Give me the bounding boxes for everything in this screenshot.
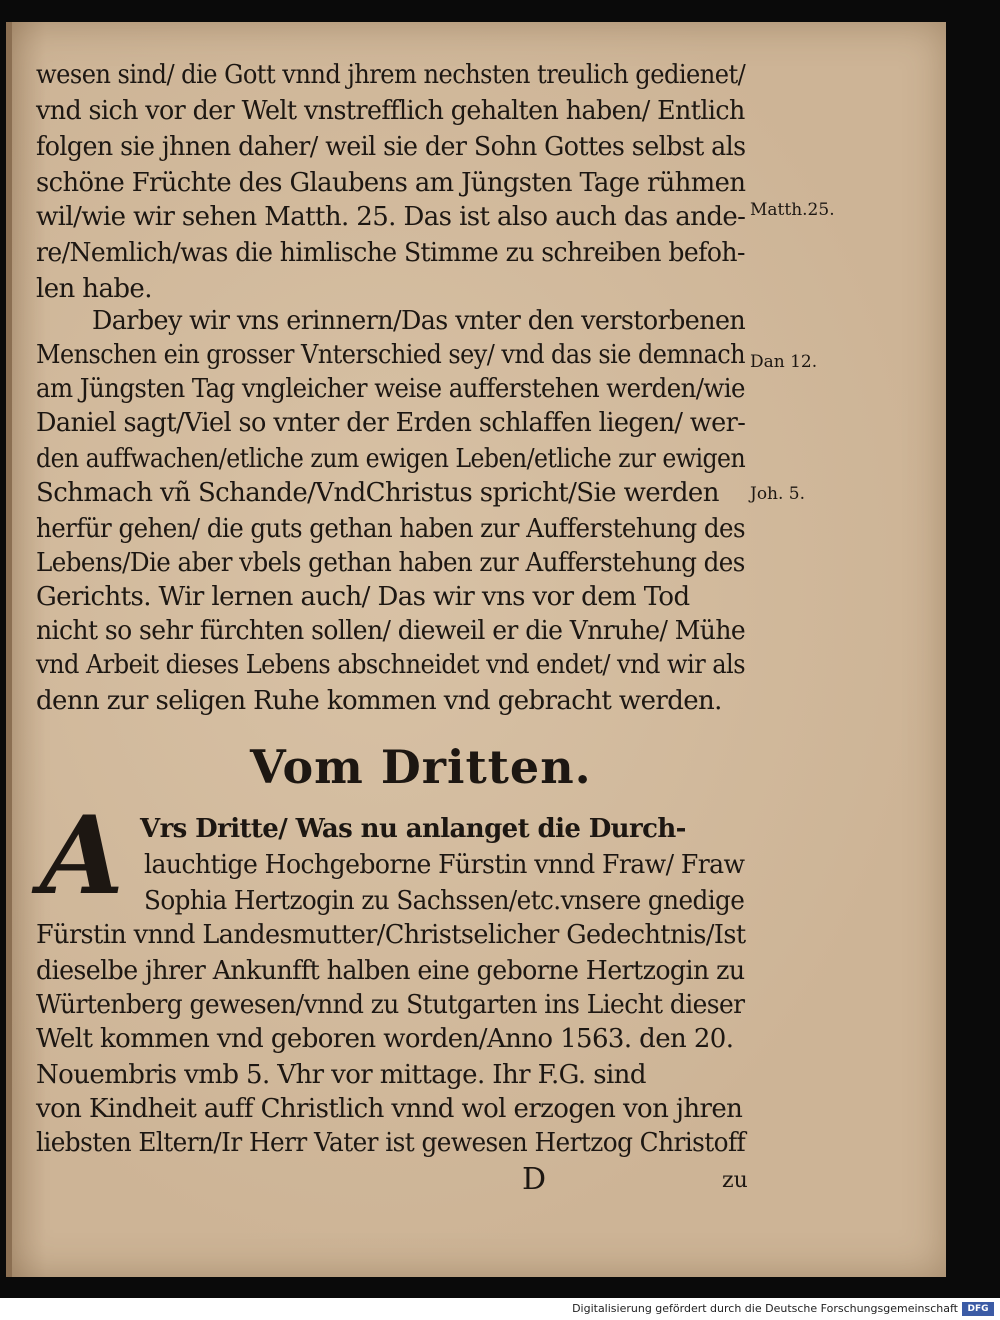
text-line: am Jüngsten Tag vngleicher weise aufferstehen werden/wie: [36, 374, 745, 404]
decorated-initial: A: [40, 793, 124, 919]
text-line: re/Nemlich/was die himlische Stimme zu schreiben befoh-: [36, 238, 745, 268]
text-line: Daniel sagt/Viel so vnter der Erden schlaffen liegen/ wer-: [36, 408, 746, 438]
text-line: von Kindheit auff Christlich vnnd wol erzogen von jhren: [36, 1094, 743, 1124]
text-line: vnd sich vor der Welt vnstrefflich gehalten haben/ Entlich: [36, 96, 745, 126]
dfg-logo-icon: DFG: [962, 1302, 994, 1316]
text-line: wil/wie wir sehen Matth. 25. Das ist also auch das ande-: [36, 202, 746, 232]
margin-note-john: Joh. 5.: [750, 484, 806, 504]
text-line: wesen sind/ die Gott vnnd jhrem nechsten treulich gedienet/: [36, 60, 746, 90]
text-line-opening: Vrs Dritte/ Was nu anlanget die Durch-: [140, 814, 686, 844]
text-line-indented: Darbey wir vns erinnern/Das vnter den verstorbenen: [92, 306, 746, 336]
text-line: len habe.: [36, 274, 152, 304]
text-line: Lebens/Die aber vbels gethan haben zur Aufferstehung des: [36, 548, 745, 578]
text-line: den auffwachen/etliche zum ewigen Leben/etliche zur ewigen: [36, 444, 746, 474]
text-line: herfür gehen/ die guts gethan haben zur Aufferstehung des: [36, 514, 745, 544]
text-line: Fürstin vnnd Landesmutter/Christselicher Gedechtnis/Ist: [36, 920, 746, 950]
text-line: schöne Früchte des Glaubens am Jüngsten Tage rühmen: [36, 168, 746, 198]
margin-note-matthew: Matth.25.: [750, 200, 835, 220]
text-line: vnd Arbeit dieses Lebens abschneidet vnd endet/ vnd wir als: [36, 650, 745, 680]
text-line: folgen sie jhnen daher/ weil sie der Sohn Gottes selbst als: [36, 132, 746, 162]
text-line: Sophia Hertzogin zu Sachssen/etc.vnsere gnedige: [144, 886, 745, 916]
text-line: Schmach vñ Schande/VndChristus spricht/Sie werden: [36, 478, 719, 508]
text-line: Nouembris vmb 5. Vhr vor mittage. Ihr F.G. sind: [36, 1060, 646, 1090]
text-line: liebsten Eltern/Ir Herr Vater ist gewesen Hertzog Christoff: [36, 1128, 746, 1158]
section-title: Vom Dritten.: [250, 740, 592, 794]
signature-mark: D: [522, 1162, 547, 1197]
text-line: Menschen ein grosser Vnterschied sey/ vnd das sie demnach: [36, 340, 745, 370]
text-line: Würtenberg gewesen/vnnd zu Stutgarten ins Liecht dieser: [36, 990, 745, 1020]
text-line: Welt kommen vnd geboren worden/Anno 1563. den 20.: [36, 1024, 734, 1054]
page-binding-edge: [6, 22, 12, 1277]
funding-notice: Digitalisierung gefördert durch die Deutsche Forschungsgemeinschaft: [572, 1302, 958, 1315]
text-line: dieselbe jhrer Ankunfft halben eine geborne Hertzogin zu: [36, 956, 745, 986]
text-line: Gerichts. Wir lernen auch/ Das wir vns vor dem Tod: [36, 582, 690, 612]
text-line: lauchtige Hochgeborne Fürstin vnnd Fraw/ Fraw: [144, 850, 745, 880]
margin-note-daniel: Dan 12.: [750, 352, 818, 372]
text-line: denn zur seligen Ruhe kommen vnd gebracht werden.: [36, 686, 722, 716]
catchword: zu: [722, 1168, 748, 1193]
text-line: nicht so sehr fürchten sollen/ dieweil er die Vnruhe/ Mühe: [36, 616, 746, 646]
